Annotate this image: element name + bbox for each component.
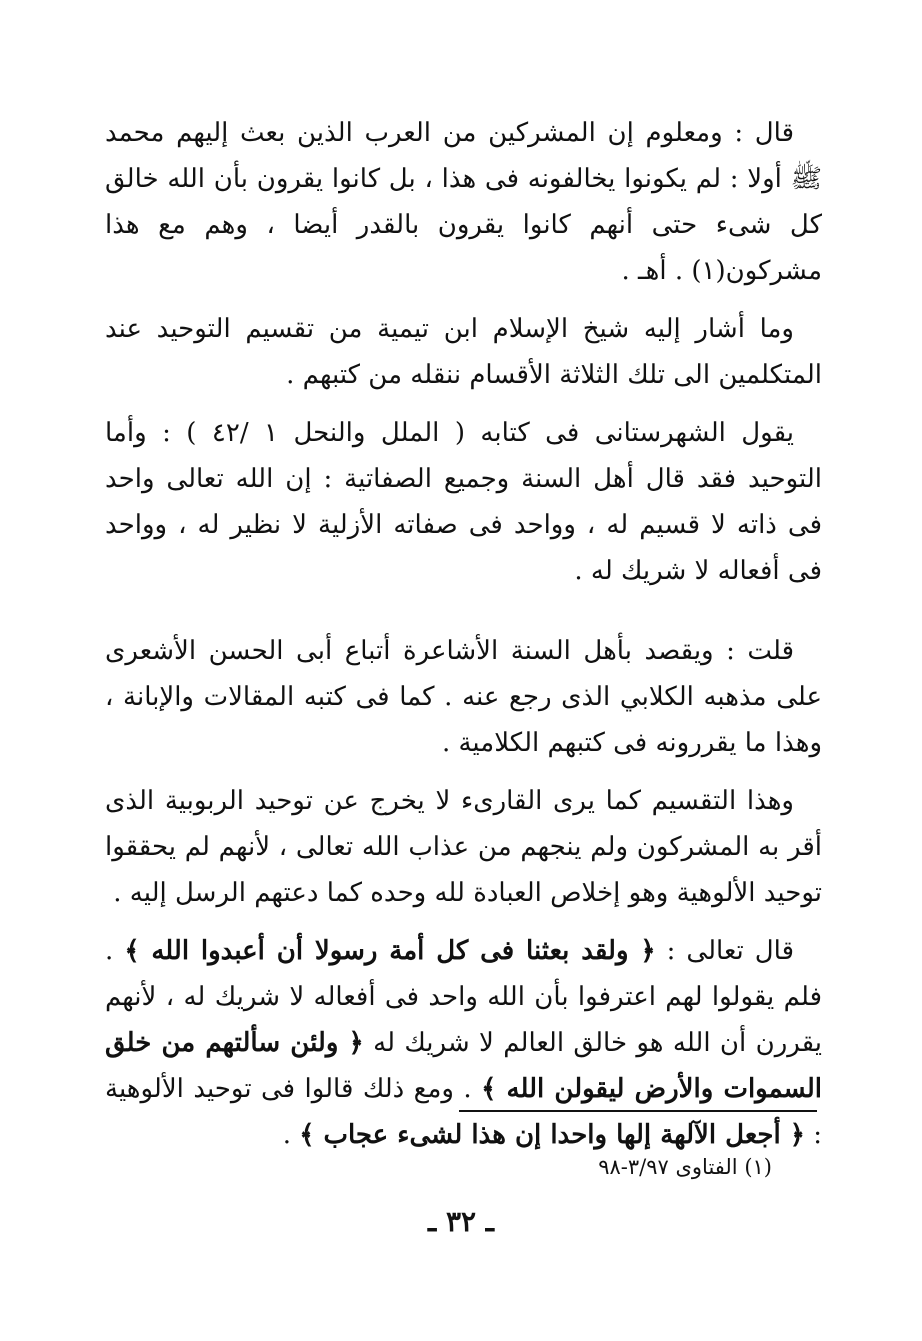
- main-text: [105, 110, 822, 1170]
- paragraph-1: [105, 110, 822, 294]
- page-number: ـ ٣٢ ـ: [428, 1205, 494, 1238]
- paragraph-2: [105, 306, 822, 398]
- footnote: (١) الفتاوى ٣/٩٧-٩٨: [598, 1155, 772, 1179]
- paragraph-text: قال تعالى :: [655, 936, 795, 966]
- paragraph-text: قلت : ويقصد بأهل السنة الأشاعرة أتباع أبى الحسن الأشعرى على مذهبه الكلابي الذى رجع عنه . كما فى كتبه المقالات والإبانة ، وهذا ما يقررونه فى كتبهم الكلامية .: [105, 636, 822, 758]
- paragraph-4: [105, 628, 822, 766]
- paragraph-text: وما أشار إليه شيخ الإسلام ابن تيمية من تقسيم التوحيد عند المتكلمين الى تلك الثلاثة الأقسام ننقله من كتبهم .: [105, 314, 822, 390]
- footnote-divider: [459, 1110, 817, 1112]
- quran-verse: ﴿ أجعل الآلهة إلها واحدا إن هذا لشىء عجاب ﴾: [299, 1120, 805, 1150]
- paragraph-text: وهذا التقسيم كما يرى القارىء لا يخرج عن توحيد الربوبية الذى أقر به المشركون ولم ينجهم من عذاب الله تعالى ، لأنهم لم يحققوا توحيد الألوهية وهو إخلاص العبادة لله وحده كما دعتهم الرسل إليه .: [105, 786, 822, 908]
- paragraph-text: . ومع ذلك قالوا فى توحيد الألوهية :: [105, 1074, 822, 1150]
- paragraph-text: .: [282, 1120, 300, 1150]
- paragraph-6: [105, 928, 822, 1158]
- paragraph-text: قال : ومعلوم إن المشركين من العرب الذين بعث إليهم محمد ﷺ أولا : لم يكونوا يخالفونه فى هذا ، بل كانوا يقرون بأن الله خالق كل شىء حتى أنهم كانوا يقرون بالقدر أيضا ، وهم مع هذا مشركون(١) . أهـ .: [105, 118, 822, 286]
- paragraph-text: . فلم يقولوا لهم اعترفوا بأن الله واحد فى أفعاله لا شريك له ، لأنهم يقررن أن الله هو خالق العالم لا شريك له: [105, 936, 822, 1058]
- paragraph-3: [105, 410, 822, 594]
- paragraph-text: يقول الشهرستانى فى كتابه ( الملل والنحل ١ /٤٢ ) : وأما التوحيد فقد قال أهل السنة وجميع الصفاتية : إن الله تعالى واحد فى ذاته لا قسيم له ، وواحد فى صفاته الأزلية لا نظير له ، وواحد فى أفعاله لا شريك له .: [105, 418, 822, 586]
- quran-verse: ﴿ ولقد بعثنا فى كل أمة رسولا أن أعبدوا الله ﴾: [124, 936, 656, 966]
- quran-verse: ﴿ ولئن سألتهم من خلق السموات والأرض ليقولن الله ﴾: [105, 1028, 822, 1104]
- paragraph-5: [105, 778, 822, 916]
